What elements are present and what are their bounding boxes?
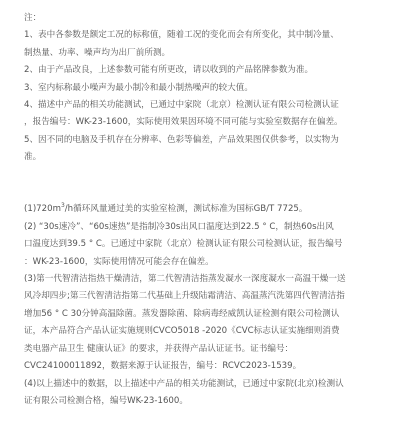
footnote-line: (2) “30s速冷”、“60s速热”是指制冷30s出风口温度达到22.5 ° C，制热60s出风 [24,221,334,232]
footnote-line: 类电器产品卫生 健康认证》的要求，并获得产品认证证书。证书编号： [24,343,294,354]
footnotes-section [24,201,393,410]
notes-heading: 注： [24,13,42,23]
footnote-line-1 [24,201,393,218]
footnote-1-suffix: /h循环风量通过美的实验室检测，测试标准为国标GB/T 7725。 [64,204,308,215]
note-line: 1、表中各参数是额定工况的标称值，随着工况的变化而会有所变化，其中制冷量、 [24,30,339,41]
footnote-1-prefix: (1)720m [24,204,61,215]
notes-section [24,10,393,167]
footnote-line: (4)以上描述中的数据，以上描述中产品的相关功能测试，已通过中家院(北京)检测认 [24,378,344,389]
footnote-line: (3)第一代智清洁指热干燥清洁，第二代智清洁指蒸发凝水一深度凝水一高温干燥一送 [24,274,346,285]
note-line: 5、因不同的电脑及手机存在分辨率、色彩等偏差，产品效果图仅供参考，以实物为 [24,134,339,145]
note-line: 3、室内标称最小噪声为最小制冷和最小制热噪声的较大值。 [24,82,253,93]
section-spacer [24,184,393,201]
note-line: 制热量、功率、噪声均为出厂前所测。 [24,47,171,58]
footnote-line: 证，本产品符合产品认证实施规则CVCO5018 -2020《CVC标志认证实施细则消费 [24,326,340,337]
footnote-line: 证有限公司检测合格，编号WK-23-1600。 [24,395,188,406]
footnote-line: 口温度达到39.5 ° C。已通过中家院（北京）检测认证有限公司检测认证，报告编号 [24,239,343,250]
footnote-line: ：WK-23-1600，实际使用情况可能会存在偏差。 [24,256,214,267]
note-line: 准。 [24,152,42,163]
footnote-line: 增加56 ° C 30分钟高温除菌。蒸发器除菌、除病毒经威凯认证检测有限公司检测认 [24,308,340,319]
footnote-1-superscript: 3 [60,202,65,210]
note-line: ，报告编号：WK-23-1600，实际使用效果因环境不同可能与实验室数据存在偏差。 [24,117,343,128]
note-line: 4、描述中产品的相关功能测试，已通过中家院（北京）检测认证有限公司检测认证 [24,100,339,111]
footnote-line: CVC24100011892，数据来源于认证报告，编号：RCVC2023-1539。 [24,361,302,372]
footnote-line: 风冷却四步;第三代智清洁指第二代基础上升级陆霜清洁、高温蒸汽洗第四代智清洁指 [24,291,345,302]
note-line: 2、由于产品改良，上述参数可能有所更改，请以收到的产品铭牌参数为准。 [24,65,314,76]
section-spacer [24,167,393,184]
